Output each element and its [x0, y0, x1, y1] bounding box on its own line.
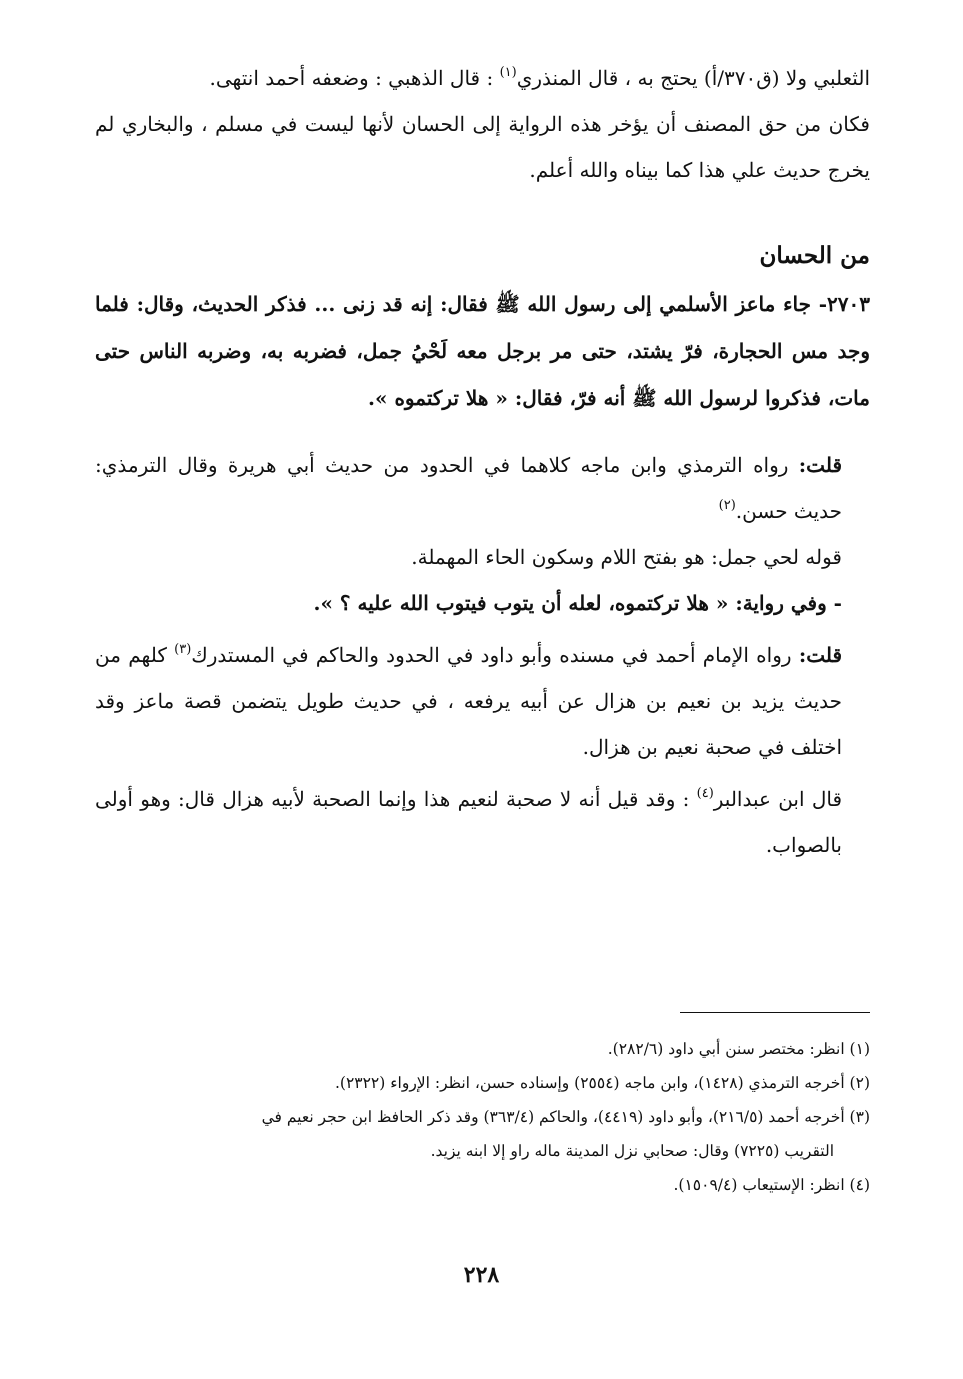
footnote-divider: [680, 1012, 870, 1013]
footnote-1: (١) انظر: مختصر سنن أبي داود (٢٨٢/٦).: [607, 1040, 870, 1058]
qult-2-text-a: رواه الإمام أحمد في مسنده وأبو داود في الحدود والحاكم في المستدرك: [191, 643, 799, 667]
footnotes: [95, 1032, 870, 1202]
intro-text-a: الثعلبي ولا (ق٣٧٠/أ) يحتج به ، قال المنذري: [516, 66, 870, 90]
qult-label: قلت:: [798, 643, 843, 667]
paragraph-qult-1: [95, 442, 870, 534]
footnote-2: (٢) أخرجه الترمذي (١٤٢٨)، وابن ماجه (٢٥٥٤) وإسناده حسن، انظر: الإرواء (٢٣٢٢).: [334, 1074, 870, 1092]
footnote-3-continued: التقريب (٧٢٢٥) وقال: صحابي نزل المدينة ماله راو إلا ابنه يزيد.: [430, 1142, 834, 1160]
paragraph-intro: [95, 55, 870, 101]
footnote-3: (٣) أخرجه أحمد (٢١٦/٥)، وأبو داود (٤٤١٩)، والحاكم (٣٦٣/٤) وقد ذكر الحافظ ابن حجر نعيم في: [261, 1108, 870, 1126]
qult-2-text-b: كلهم من حديث يزيد بن نعيم بن هزال عن أبيه يرفعه ، في حديث طويل يتضمن قصة ماعز وقد اختلف في صحبة نعيم بن هزال.: [95, 643, 842, 759]
footnote-ref-3: (٣): [174, 642, 192, 657]
qult-1-text: رواه الترمذي وابن ماجه كلاهما في الحدود من حديث أبي هريرة وقال الترمذي: حديث حسن.: [95, 453, 842, 523]
intro-text-b: : قال الذهبي : وضعفه أحمد انتهى.: [209, 66, 500, 90]
paragraph-riwaya: - وفي رواية: « هلا تركتموه، لعله أن يتوب فيتوب الله عليه ؟ ».: [313, 591, 842, 615]
paragraph-gloss: قوله لحي جمل: هو بفتح اللام وسكون الحاء المهملة.: [411, 545, 842, 569]
footnote-ref-1: (١): [499, 65, 517, 80]
hadith-2703: ٢٧٠٣- جاء ماعز الأسلمي إلى رسول الله ﷺ فقال: إنه قد زنى ... فذكر الحديث، وقال: فلما وجد مس الحجارة، فرّ يشتد، حتى مر برجل معه لَحْيُ جمل، فضربه به، وضربه الناس حتى مات، فذكروا لرسول الله ﷺ أنه فرّ، فقال: « هلا تركتموه ».: [95, 292, 870, 410]
ibn-text-b: : وقد قيل أنه لا صحبة لنعيم هذا وإنما الصحبة لأبيه هزال قال: وهو أولى بالصواب.: [95, 787, 842, 857]
section-heading: من الحسان: [759, 242, 870, 269]
paragraph-ibn-abdulbarr: [95, 776, 870, 868]
main-text: [95, 55, 870, 868]
footnote-ref-4: (٤): [696, 786, 714, 801]
paragraph-comment: فكان من حق المصنف أن يؤخر هذه الرواية إلى الحسان لأنها ليست في مسلم ، والبخاري لم يخرج حديث علي هذا كما بيناه والله أعلم.: [95, 112, 870, 182]
paragraph-qult-2: [95, 632, 870, 770]
footnote-ref-2: (٢): [718, 498, 736, 513]
page-number: ٢٢٨: [463, 1262, 500, 1288]
qult-label: قلت:: [798, 453, 842, 477]
ibn-text-a: قال ابن عبدالبر: [713, 787, 843, 811]
footnote-4: (٤) انظر: الإستيعاب (١٥٠٩/٤).: [673, 1176, 870, 1194]
